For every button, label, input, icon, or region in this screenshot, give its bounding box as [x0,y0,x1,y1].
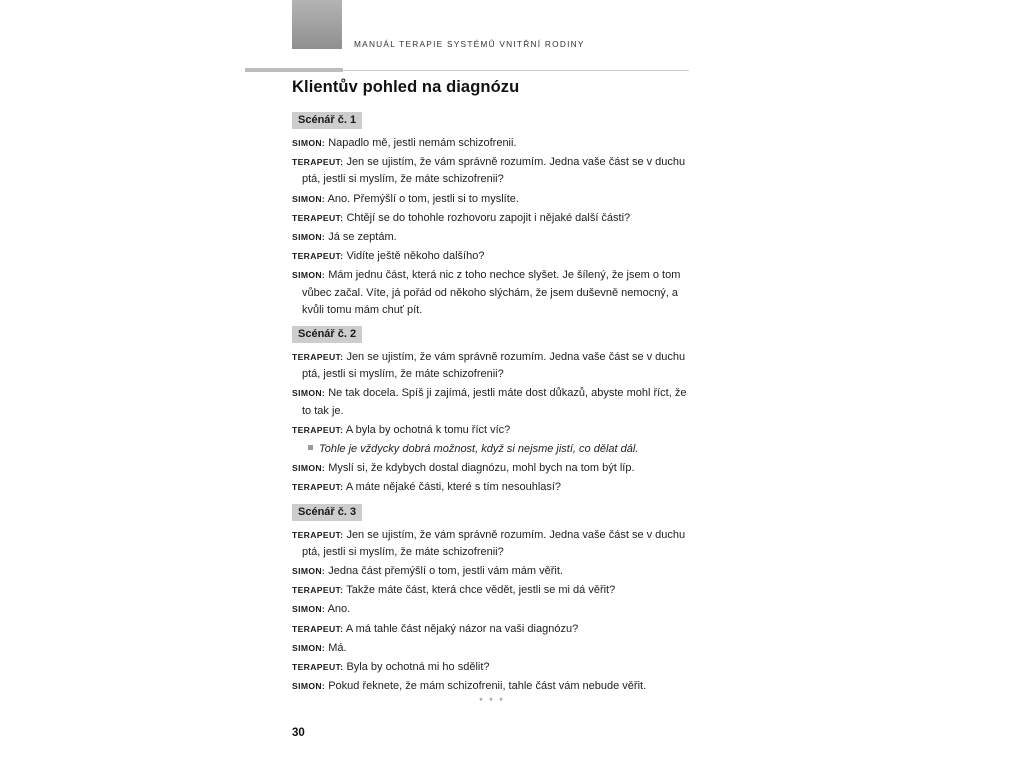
scenario-label: Scénář č. 1 [292,112,362,129]
speaker-label: TERAPEUT: [292,623,344,634]
line-text: Chtějí se do tohohle rozhovoru zapojit i nějaké další části? [346,211,631,224]
line-text: A byla by ochotná k tomu říct víc? [345,423,511,436]
dialogue-line [292,479,692,496]
speaker-label: TERAPEUT: [292,424,344,435]
speaker-label: TERAPEUT: [292,352,344,363]
dialogue-line [292,210,692,227]
speaker-label: TERAPEUT: [292,482,344,493]
line-text: Byla by ochotná mi ho sdělit? [346,661,490,674]
note-text: Tohle je vždycky dobrá možnost, když si nejsme jistí, co dělat dál. [319,443,639,456]
dialogue-line [292,563,692,580]
speaker-label: TERAPEUT: [292,662,344,673]
speaker-label: TERAPEUT: [292,251,344,262]
page-number: 30 [292,727,305,739]
line-text: Jen se ujistím, že vám správně rozumím. Jedna vaše část se v duchu ptá, jestli si myslím, že máte schizofrenii? [302,528,686,558]
header-corner-block [292,0,342,49]
speaker-label: SIMON: [292,388,326,399]
section-title: Klientův pohled na diagnózu [292,78,520,96]
header-rule-thick [245,68,343,72]
dialogue-line [292,154,692,188]
speaker-label: TERAPEUT: [292,529,344,540]
line-text: Jen se ujistím, že vám správně rozumím. Jedna vaše část se v duchu ptá, jestli si myslím, že máte schizofrenii? [302,351,686,381]
speaker-label: SIMON: [292,566,326,577]
line-text: Takže máte část, která chce vědět, jestli se mi dá věřit? [346,584,616,597]
dialogue-line [292,601,692,618]
scenario-label: Scénář č. 2 [292,326,362,343]
speaker-label: SIMON: [292,642,326,653]
dialogue-line [292,349,692,383]
speaker-label: SIMON: [292,138,326,148]
line-text: Ne tak docela. Spíš ji zajímá, jestli máte dost důkazů, abyste mohl říct, že to tak je. [302,387,687,417]
square-bullet-icon [308,445,313,450]
dialogue-line [292,678,692,695]
section-separator: * * * [479,696,505,706]
dialogue-line [292,191,692,208]
speaker-label: SIMON: [292,232,326,243]
dialogue-line [292,582,692,599]
line-text: A máte nějaké části, které s tím nesouhlasí? [345,481,562,494]
line-text: Ano. [327,603,351,616]
line-text: A má tahle část nějaký názor na vaši diagnózu? [345,622,579,635]
dialogue-line [292,385,692,419]
dialogue-line [292,248,692,265]
speaker-label: SIMON: [292,193,326,204]
line-text: Myslí si, že kdybych dostal diagnózu, mohl bych na tom být líp. [328,462,635,475]
line-text: Jedna část přemýšlí o tom, jestli vám mám věřit. [328,565,563,578]
dialogue-line [292,229,692,246]
dialogue-line [292,659,692,676]
header-rule-thin [343,70,689,71]
dialogue-line [292,460,692,477]
line-text: Jen se ujistím, že vám správně rozumím. Jedna vaše část se v duchu ptá, jestli si myslím, že máte schizofrenii? [302,156,686,186]
speaker-label: TERAPEUT: [292,585,344,596]
speaker-label: SIMON: [292,270,326,281]
speaker-label: SIMON: [292,463,326,474]
scenario-block [292,110,692,319]
running-header: MANUÁL TERAPIE SYSTÉMŮ VNITŘNÍ RODINY [354,39,585,49]
line-text: Mám jednu část, která nic z toho nechce slyšet. Je šílený, že jsem o tom vůbec začal. Víte, já pořád od někoho slýchám, že jsem duševně nemocný, a kvůli tomu mám chuť pít. [302,269,681,316]
line-text: Napadlo mě, jestli nemám schizofrenii. [328,137,517,149]
line-text: Pokud řeknete, že mám schizofrenii, tahle část vám nebude věřit. [328,680,647,693]
line-text: Ano. Přemýšlí o tom, jestli si to myslíte. [327,192,519,205]
speaker-label: SIMON: [292,604,326,615]
dialogue-line [292,640,692,657]
bullet-note [292,441,692,458]
scenario-block [292,324,692,497]
dialogue-line [292,621,692,638]
line-text: Má. [328,641,347,654]
line-text: Já se zeptám. [328,231,397,244]
speaker-label: TERAPEUT: [292,212,344,223]
scenario-label: Scénář č. 3 [292,504,362,521]
dialogue-content [292,110,692,697]
dialogue-line [292,527,692,561]
dialogue-line [292,267,692,319]
scenario-block [292,502,692,696]
dialogue-line [292,135,692,152]
speaker-label: SIMON: [292,681,326,692]
speaker-label: TERAPEUT: [292,157,344,168]
line-text: Vidíte ještě někoho dalšího? [346,250,485,263]
dialogue-line [292,422,692,439]
